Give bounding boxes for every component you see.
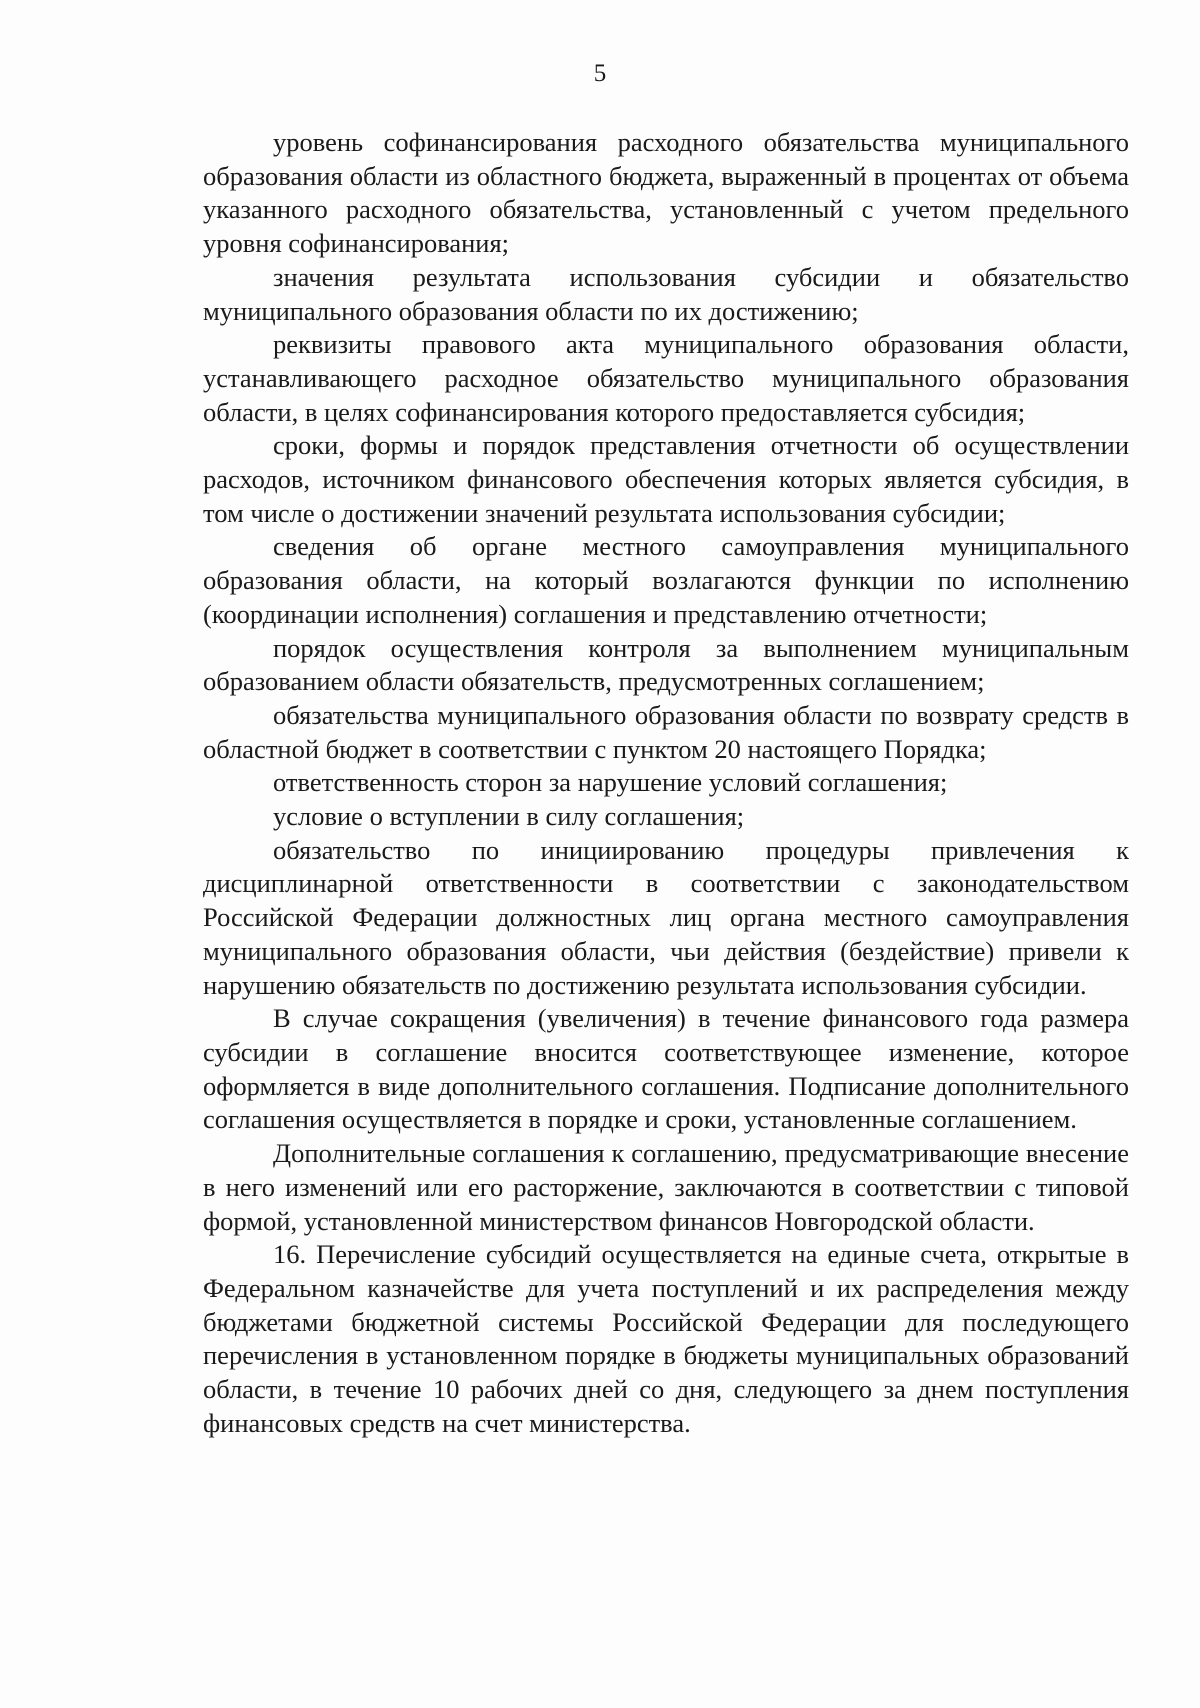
paragraph-additional-agreements: Дополнительные соглашения к соглашению, предусматривающие внесение в него изменений или его расторжение, заключаются в соответствии с типовой формой, установленной министерством финансов Новгородской области.	[203, 1138, 1129, 1236]
paragraph-legal-act-details: реквизиты правового акта муниципального образования области, устанавливающего расходное обязательство муниципального образования области, в целях софинансирования которого предоставляется субсидия;	[203, 329, 1129, 427]
paragraph-section-16-transfer: 16. Перечисление субсидий осуществляется на единые счета, открытые в Федеральном казначействе для учета поступлений и их распределения между бюджетами бюджетной системы Российской Федерации для последующего перечисления в установленном порядке в бюджеты муниципальных образований области, в течение 10 рабочих дней со дня, следующего за днем поступления финансовых средств на счет министерства.	[203, 1239, 1129, 1438]
paragraph-local-authority-info: сведения об органе местного самоуправления муниципального образования области, на который возлагаются функции по исполнению (координации исполнения) соглашения и представлению отчетности;	[203, 531, 1129, 629]
paragraph-refund-obligations: обязательства муниципального образования области по возврату средств в областной бюджет в соответствии с пунктом 20 настоящего Порядка;	[203, 699, 1129, 764]
paragraph-cofinancing-level: уровень софинансирования расходного обязательства муниципального образования области из областного бюджета, выраженный в процентах от объема указанного расходного обязательства, установленный с учетом предельного уровня софинансирования;	[203, 127, 1129, 259]
paragraph-entry-into-force: условие о вступлении в силу соглашения;	[273, 801, 745, 832]
paragraph-reporting-terms: сроки, формы и порядок представления отчетности об осуществлении расходов, источником финансового обеспечения которых является субсидия, в том числе о достижении значений результата использования субсидии;	[203, 430, 1129, 528]
paragraph-subsidy-change: В случае сокращения (увеличения) в течение финансового года размера субсидии в соглашение вносится соответствующее изменение, которое оформляется в виде дополнительного соглашения. Подписание дополнительного соглашения осуществляется в порядке и сроки, установленные соглашением.	[203, 1003, 1129, 1135]
document-body	[203, 126, 1129, 1440]
paragraph-control-procedure: порядок осуществления контроля за выполнением муниципальным образованием области обязательств, предусмотренных соглашением;	[203, 632, 1129, 697]
page-number: 5	[593, 60, 607, 87]
paragraph-result-values: значения результата использования субсидии и обязательство муниципального образования области по их достижению;	[203, 261, 1129, 326]
paragraph-party-responsibility: ответственность сторон за нарушение условий соглашения;	[273, 767, 948, 798]
paragraph-disciplinary-obligation: обязательство по инициированию процедуры привлечения к дисциплинарной ответственности в соответствии с законодательством Российской Федерации должностных лиц органа местного самоуправления муниципального образования области, чьи действия (бездействие) привели к нарушению обязательств по достижению результата использования субсидии.	[203, 834, 1129, 1000]
